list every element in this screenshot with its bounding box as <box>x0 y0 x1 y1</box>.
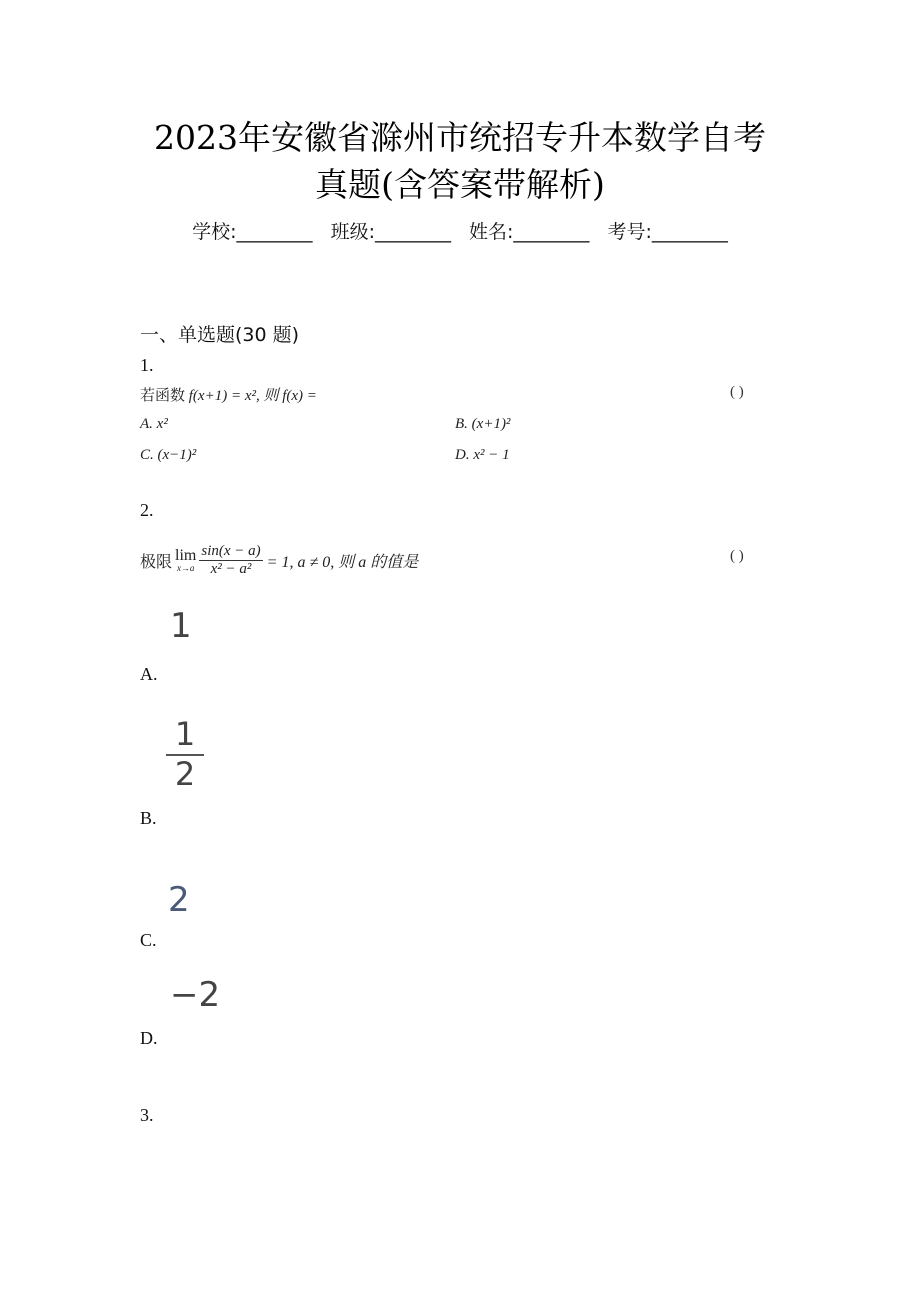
doc-title-line1: 2023年安徽省滁州市统招专升本数学自考 <box>154 118 766 157</box>
limit-operator: lim <box>175 547 197 564</box>
question-2-fraction <box>199 543 262 578</box>
question-2-option-a-value: 1 <box>170 606 192 646</box>
name-field: 姓名:________ <box>469 221 590 243</box>
question-3-number: 3. <box>140 1105 154 1125</box>
question-2-stem-prefix: 极限 <box>140 553 173 571</box>
question-1-option-d: D. x² − 1 <box>455 447 510 463</box>
question-2-option-c-label: C. <box>140 930 157 950</box>
question-2-limit <box>175 547 196 573</box>
doc-title-line2: 真题(含答案带解析) <box>315 165 605 204</box>
exam-number-field: 考号:________ <box>607 221 728 243</box>
question-2-option-a-label: A. <box>140 664 158 684</box>
option-b-denominator: 2 <box>174 755 196 793</box>
question-2-option-b-value <box>166 716 204 792</box>
fraction-denominator: x² − a² <box>210 560 252 577</box>
question-1-answer-parens: ( ) <box>730 384 744 400</box>
question-2-option-c-value: 2 <box>168 880 190 920</box>
question-2-stem <box>140 536 418 584</box>
question-2-option-b-label: B. <box>140 808 157 828</box>
limit-subscript: x→a <box>176 563 195 573</box>
question-2-answer-parens: ( ) <box>730 548 744 564</box>
question-1-option-c: C. (x−1)² <box>140 447 197 463</box>
question-2-stem-suffix: = 1, a ≠ 0, 则 a 的值是 <box>266 553 419 571</box>
option-b-numerator: 1 <box>174 715 196 753</box>
question-1-stem-expression: f(x+1) = x², 则 f(x) = <box>188 388 317 404</box>
question-1-option-b: B. (x+1)² <box>455 416 511 432</box>
question-2-number: 2. <box>140 500 154 520</box>
question-2-option-d-label: D. <box>140 1028 158 1048</box>
student-info-fields <box>0 217 920 244</box>
question-1-stem-prefix: 若函数 <box>140 388 186 404</box>
fraction-numerator: sin(x − a) <box>201 542 261 559</box>
question-1-option-a: A. x² <box>140 416 168 432</box>
question-1-stem <box>140 384 317 405</box>
question-1-number: 1. <box>140 355 154 375</box>
school-field: 学校:________ <box>192 221 313 243</box>
class-field: 班级:________ <box>330 221 451 243</box>
section-heading: 一、单选题(30 题) <box>140 324 300 346</box>
question-2-option-d-value: −2 <box>170 975 221 1015</box>
